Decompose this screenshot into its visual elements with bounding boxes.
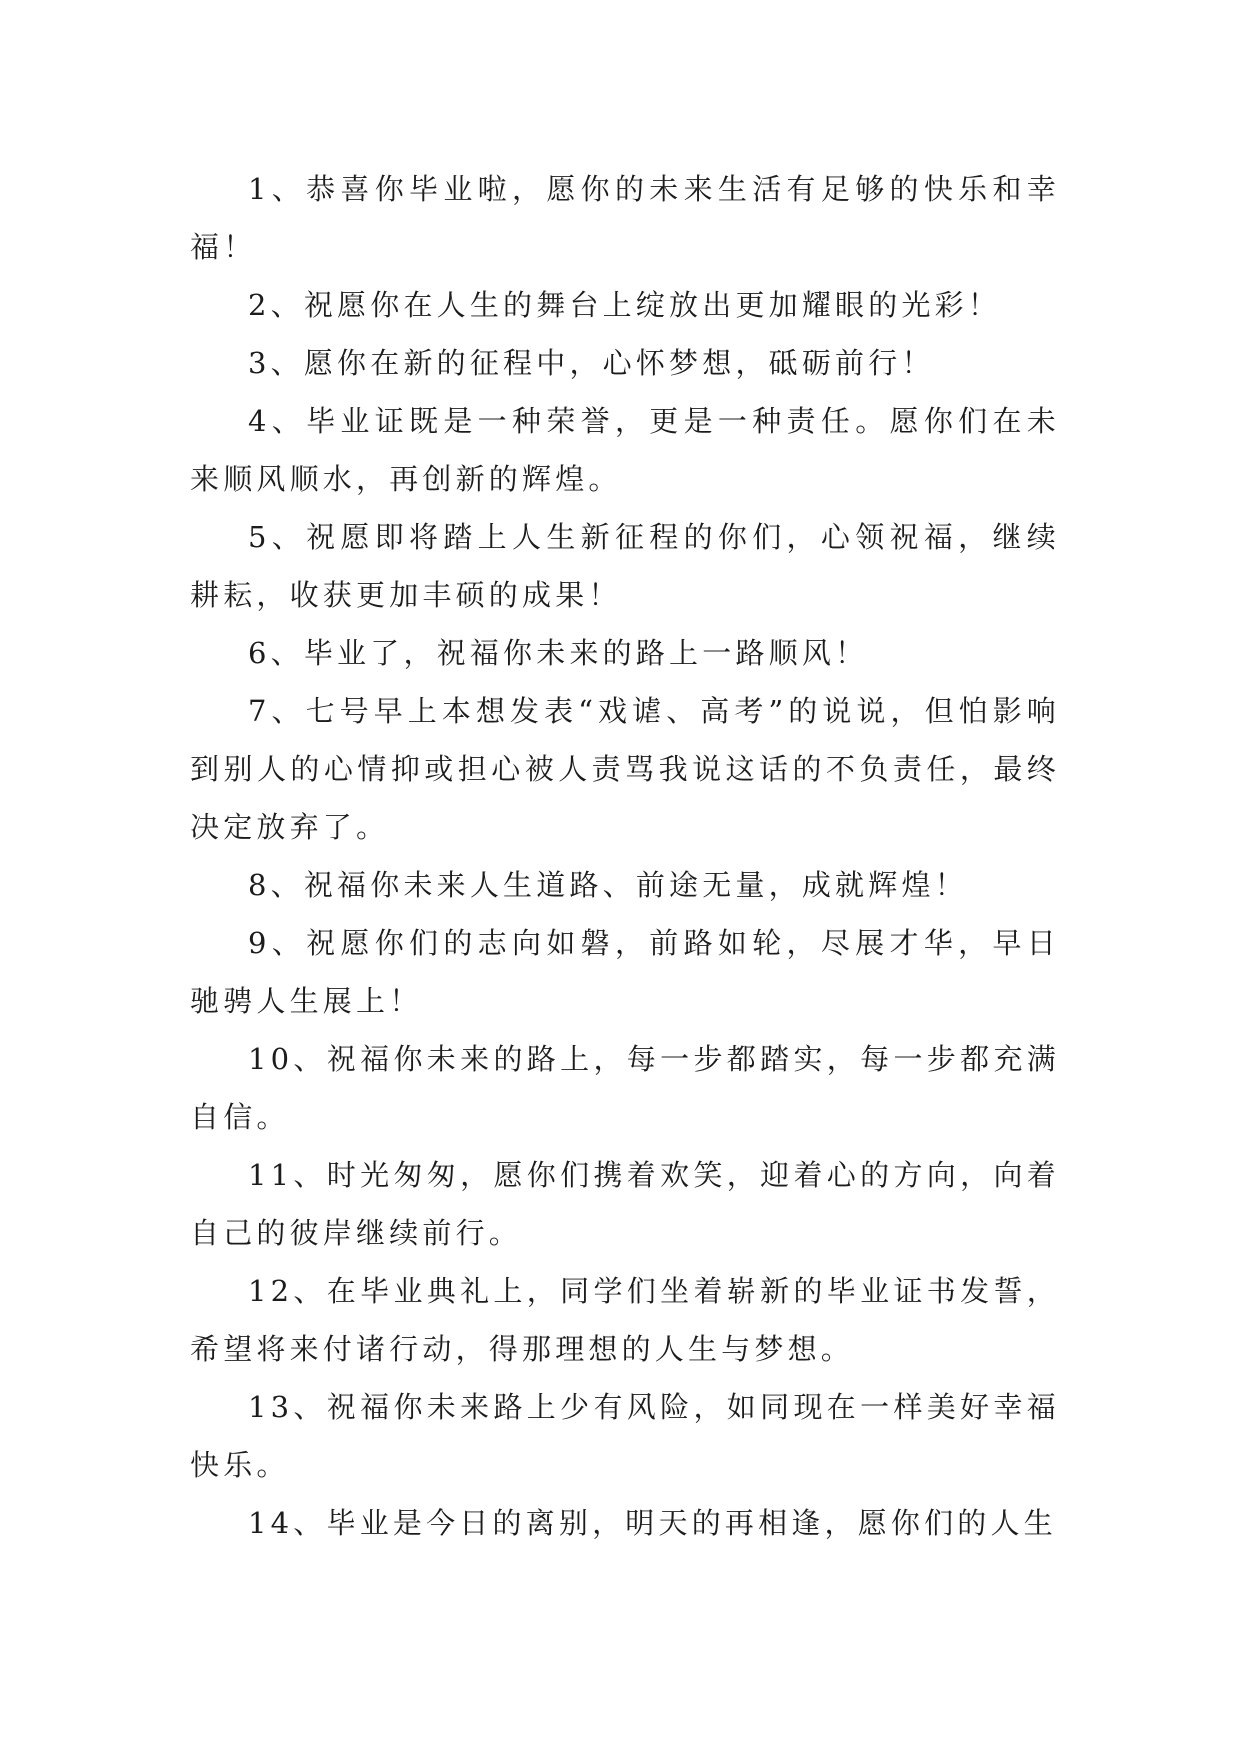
paragraph-11: 11、时光匆匆，愿你们携着欢笑，迎着心的方向，向着自己的彼岸继续前行。 (190, 1158, 1060, 1250)
paragraph-3: 3、愿你在新的征程中，心怀梦想，砥砺前行！ (248, 346, 935, 380)
paragraph-2: 2、祝愿你在人生的舞台上绽放出更加耀眼的光彩！ (248, 288, 1002, 322)
paragraph-7: 7、七号早上本想发表“戏谑、高考”的说说，但怕影响到别人的心情抑或担心被人责骂我说这话的不负责任，最终决定放弃了。 (190, 694, 1060, 844)
paragraph-12: 12、在毕业典礼上，同学们坐着崭新的毕业证书发誓，希望将来付诸行动，得那理想的人生与梦想。 (190, 1274, 1060, 1366)
paragraph-5: 5、祝愿即将踏上人生新征程的你们，心领祝福，继续耕耘，收获更加丰硕的成果！ (190, 520, 1060, 612)
paragraph-14: 14、毕业是今日的离别，明天的再相逢，愿你们的人生 (248, 1506, 1057, 1540)
paragraph-9: 9、祝愿你们的志向如磐，前路如轮，尽展才华，早日驰骋人生展上！ (190, 926, 1060, 1018)
paragraph-1: 1、恭喜你毕业啦，愿你的未来生活有足够的快乐和幸福！ (190, 172, 1060, 264)
paragraph-4: 4、毕业证既是一种荣誉，更是一种责任。愿你们在未来顺风顺水，再创新的辉煌。 (190, 404, 1060, 496)
paragraph-10: 10、祝福你未来的路上，每一步都踏实，每一步都充满自信。 (190, 1042, 1060, 1134)
paragraph-13: 13、祝福你未来路上少有风险，如同现在一样美好幸福快乐。 (190, 1390, 1060, 1482)
paragraph-6: 6、毕业了，祝福你未来的路上一路顺风！ (248, 636, 869, 670)
document-body (190, 160, 1060, 1552)
paragraph-8: 8、祝福你未来人生道路、前途无量，成就辉煌！ (248, 868, 968, 902)
